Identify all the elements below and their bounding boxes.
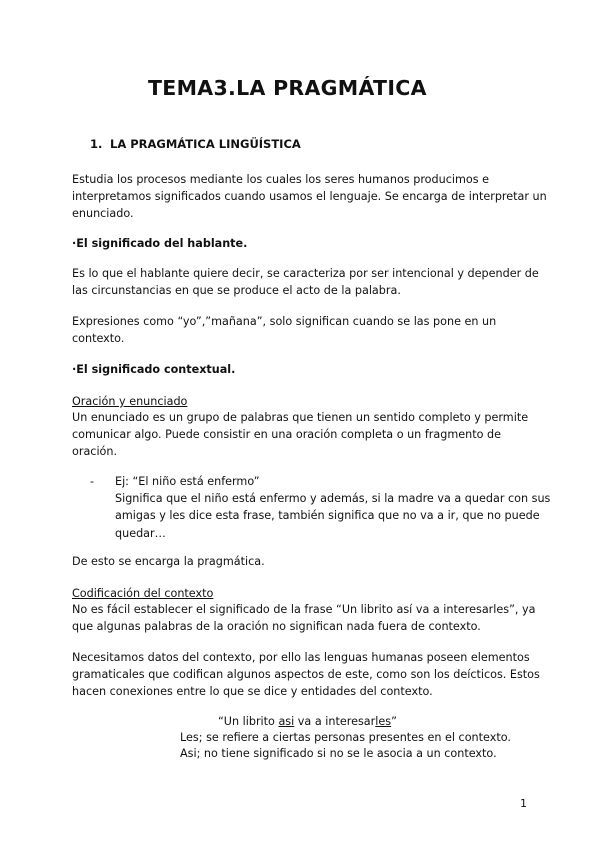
hablante-heading: ·El significado del hablante. (72, 237, 248, 250)
document-title: TEMA3.LA PRAGMÁTICA (148, 76, 427, 100)
codificacion-paragraph (72, 601, 535, 635)
paragraph-line: las circunstancias en que se produce el acto de la palabra. (72, 284, 401, 298)
paragraph-line: gramaticales que codifican algunos aspectos de este, como son los deícticos. Estos (72, 668, 540, 682)
paragraph-line: Es lo que el hablante quiere decir, se caracteriza por ser intencional y depender de (72, 267, 539, 280)
hablante-paragraph-1 (72, 265, 539, 299)
bullet-line: Significa que el niño está enfermo y además, si la madre va a quedar con sus (115, 492, 551, 506)
paragraph-line: Necesitamos datos del contexto, por ello las lenguas humanas poseen elementos (72, 651, 530, 664)
example-text: va a interesar (294, 715, 376, 728)
paragraph-line: hacen conexiones entre lo que se dice y entidades del contexto. (72, 685, 433, 699)
hablante-paragraph-2 (72, 313, 496, 347)
intro-paragraph (72, 171, 547, 223)
bullet-line: quedar… (115, 526, 166, 540)
intro-line: enunciado. (72, 207, 134, 221)
example-explanation-les: Les; se refiere a ciertas personas presentes en el contexto. (180, 731, 511, 744)
contextual-heading: ·El significado contextual. (72, 363, 236, 376)
intro-line: interpretamos significados cuando usamos el lenguaje. Se encarga de interpretar un (72, 190, 547, 204)
paragraph-line: comunicar algo. Puede consistir en una oración completa o un fragmento de (72, 428, 501, 442)
section-number: 1. (90, 137, 103, 151)
example-deictic-les: les (375, 715, 392, 728)
paragraph-line: No es fácil establecer el significado de la frase “Un librito así va a interesarles”, ya (72, 603, 536, 616)
page-number: 1 (520, 797, 527, 810)
bullet-example (115, 473, 550, 542)
pragmatica-note: De esto se encarga la pragmática. (72, 555, 265, 568)
paragraph-line: Expresiones como “yo”,”mañana”, solo significan cuando se las pone en un (72, 315, 497, 328)
section-heading (90, 137, 301, 151)
example-text: ” (391, 715, 397, 728)
bullet-line: Ej: “El niño está enfermo” (115, 475, 260, 488)
paragraph-line: contexto. (72, 332, 125, 346)
bullet-line: amigas y les dice esta frase, también significa que no va a ir, que no puede (115, 509, 540, 523)
paragraph-line: Un enunciado es un grupo de palabras que tienen un sentido completo y permite (72, 411, 529, 424)
intro-line: Estudia los procesos mediante los cuales los seres humanos producimos e (72, 173, 489, 186)
section-title: LA PRAGMÁTICA LINGÜÍSTICA (110, 137, 301, 151)
deicticos-paragraph (72, 649, 540, 701)
example-sentence (218, 713, 397, 730)
paragraph-line: oración. (72, 445, 118, 459)
enunciado-paragraph (72, 409, 528, 461)
subheading-oracion-enunciado: Oración y enunciado (72, 395, 188, 408)
bullet-dash: - (90, 475, 95, 488)
subheading-codificacion-contexto: Codificación del contexto (72, 587, 214, 600)
paragraph-line: que algunas palabras de la oración no significan nada fuera de contexto. (72, 620, 481, 634)
example-deictic-asi: asi (278, 715, 295, 728)
example-explanation-asi: Asi; no tiene significado si no se le asocia a un contexto. (180, 747, 497, 760)
example-text: “Un librito (218, 715, 279, 728)
